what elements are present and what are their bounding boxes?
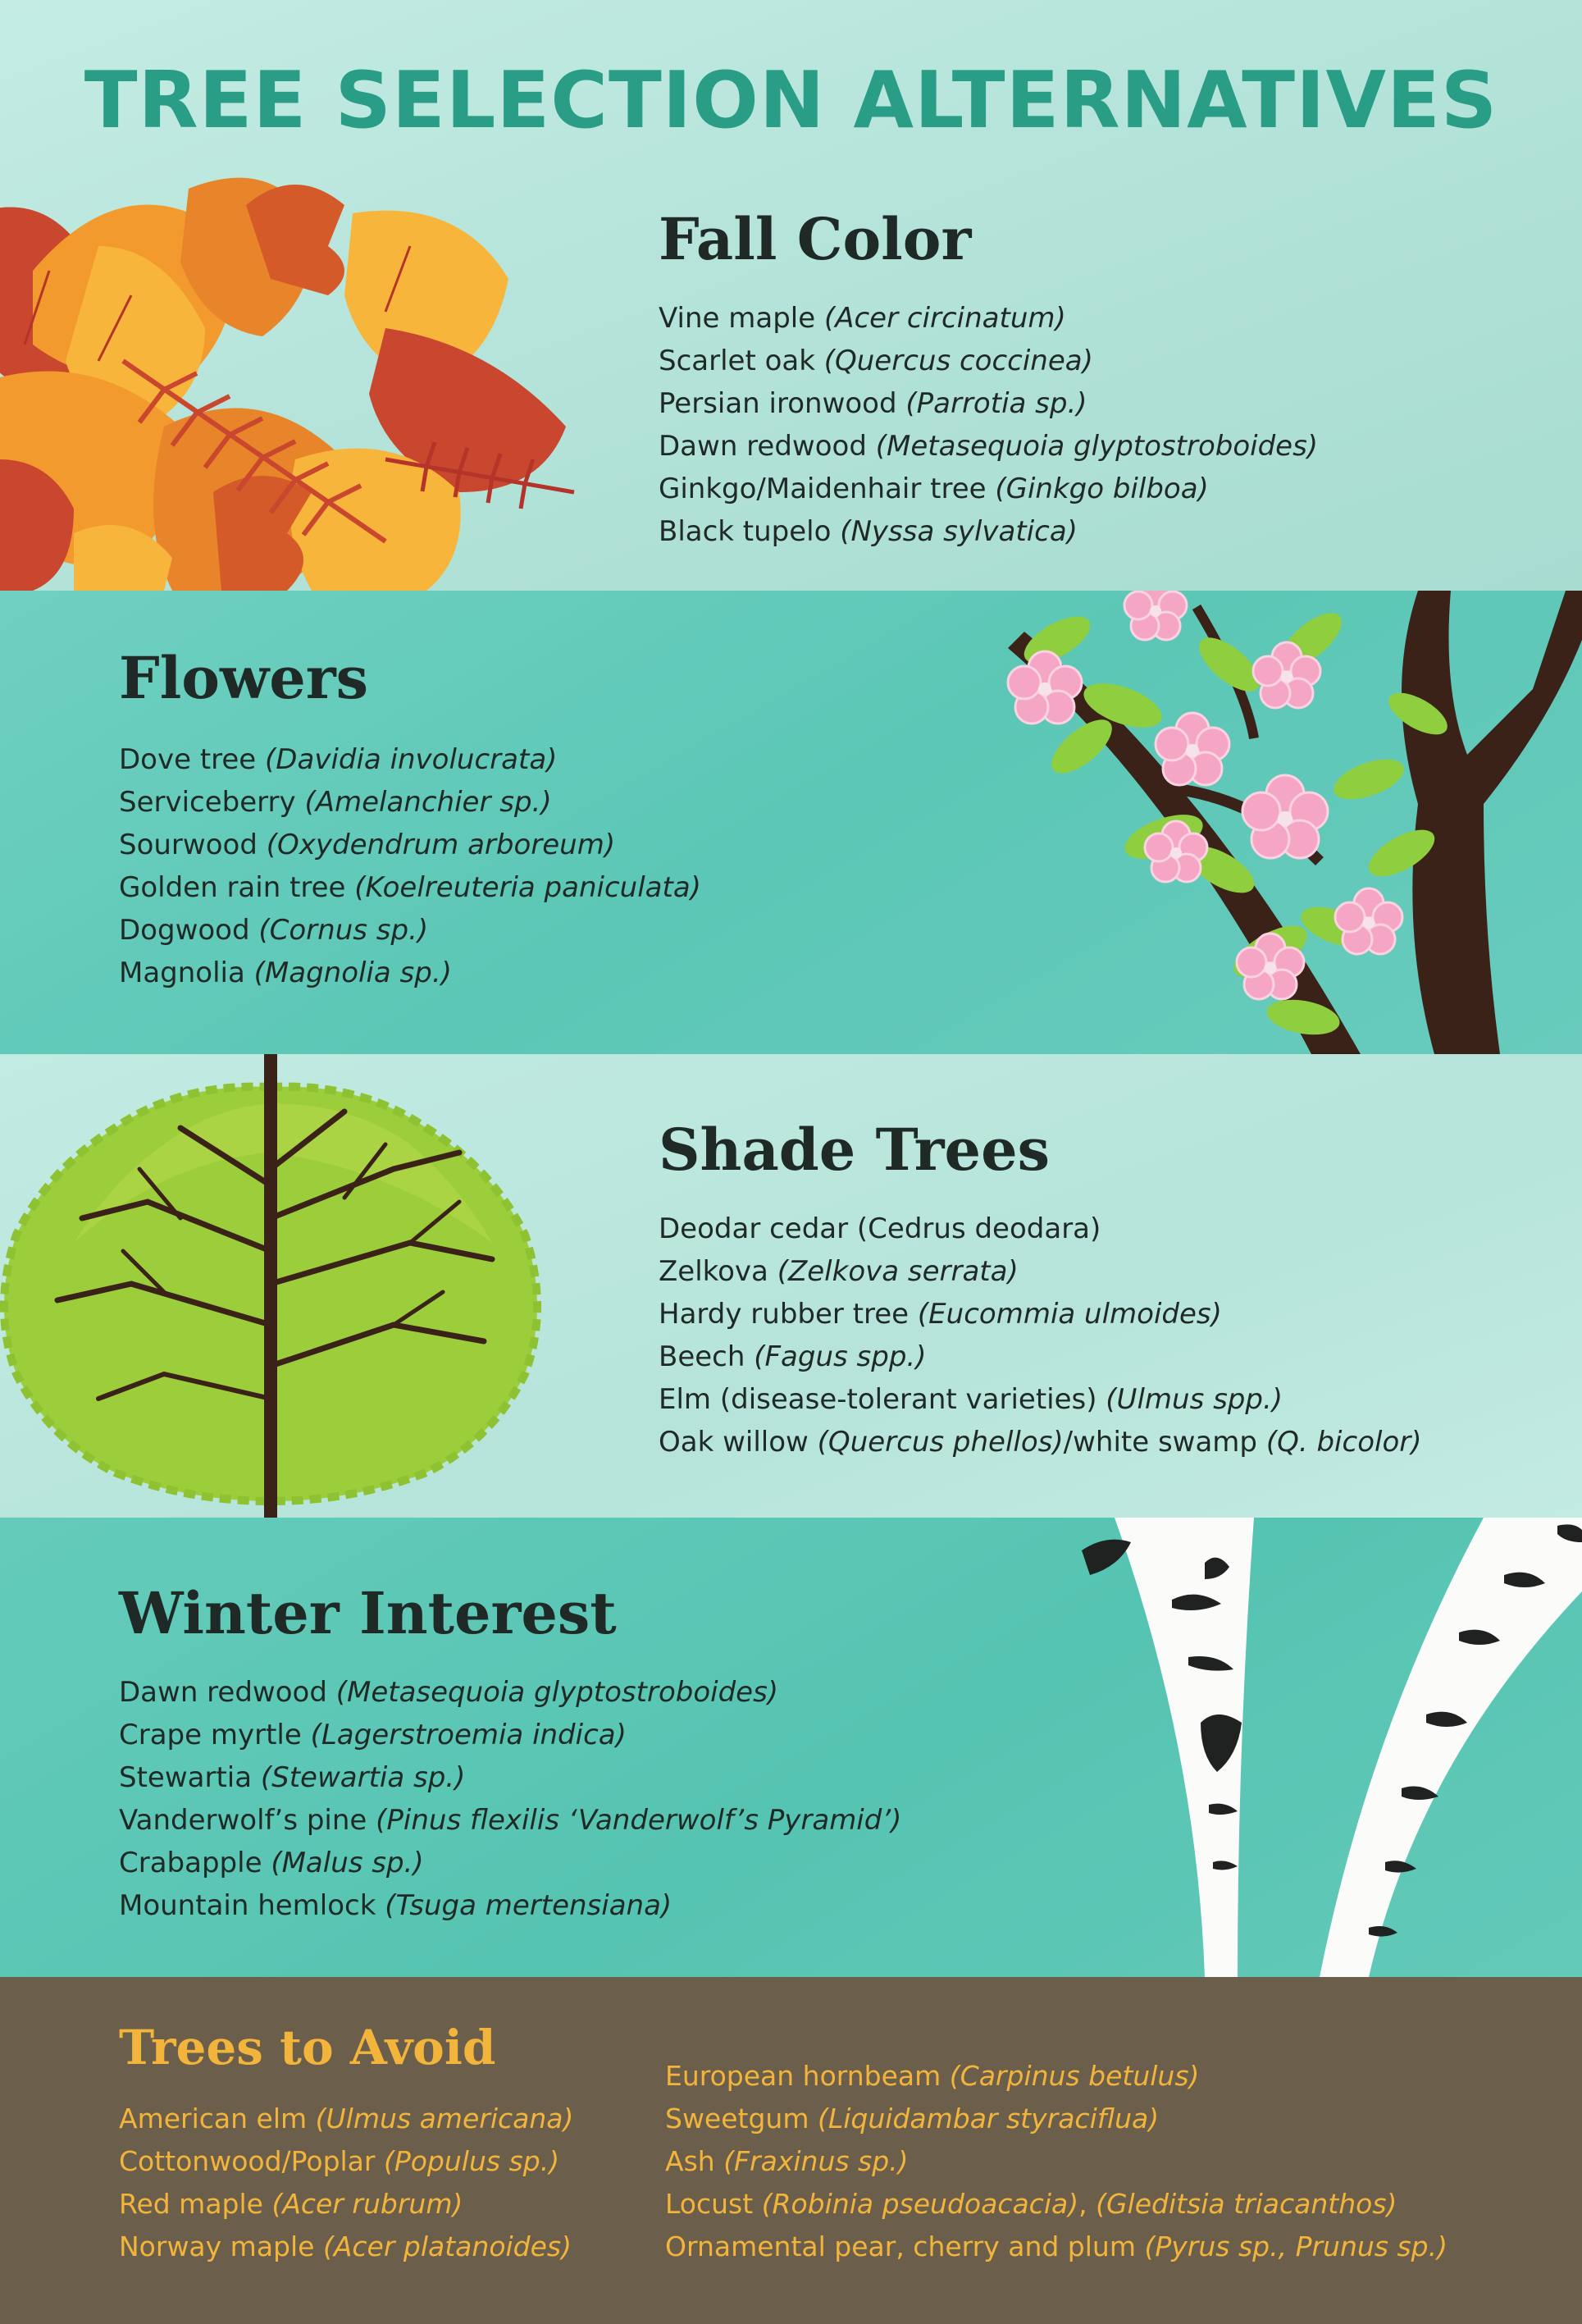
list-item: Vine maple (Acer circinatum) (659, 302, 1066, 335)
list-item: Mountain hemlock (Tsuga mertensiana) (119, 1889, 672, 1922)
list-item: Zelkova (Zelkova serrata) (659, 1255, 1019, 1288)
list-item: Sourwood (Oxydendrum arboreum) (119, 829, 616, 861)
shade-trees-band (0, 1054, 1582, 1518)
shade-trees-list (659, 1208, 1421, 1463)
list-item: Ornamental pear, cherry and plum (Pyrus sp., Prunus sp.) (665, 2230, 1448, 2262)
list-item: Scarlet oak (Quercus coccinea) (659, 345, 1093, 377)
list-item: Beech (Fagus spp.) (659, 1340, 927, 1373)
list-item: Persian ironwood (Parrotia sp.) (659, 387, 1087, 420)
fall-color-list (659, 297, 1318, 553)
flowers-list (119, 738, 701, 994)
list-item: Black tupelo (Nyssa sylvatica) (659, 515, 1078, 548)
list-item: European hornbeam (Carpinus betulus) (665, 2060, 1200, 2092)
list-item: Locust (Robinia pseudoacacia), (Gleditsia triacanthos) (665, 2188, 1397, 2220)
section-title-fall-color: Fall Color (659, 205, 972, 273)
section-title-winter-interest: Winter Interest (119, 1579, 617, 1647)
winter-interest-band (0, 1518, 1582, 1977)
flowers-band (0, 591, 1582, 1054)
avoid-list-left (119, 2098, 573, 2268)
fall-color-band (0, 0, 1582, 591)
section-title-shade-trees: Shade Trees (659, 1116, 1051, 1184)
list-item: Ginkgo/Maidenhair tree (Ginkgo bilboa) (659, 473, 1209, 505)
list-item: Elm (disease-tolerant varieties) (Ulmus spp.) (659, 1383, 1283, 1416)
list-item: American elm (Ulmus americana) (119, 2103, 574, 2135)
blossom-branch-illustration (959, 591, 1582, 1054)
list-item: Crabapple (Malus sp.) (119, 1847, 424, 1879)
list-item: Ash (Fraxinus sp.) (665, 2145, 909, 2177)
list-item: Dawn redwood (Metasequoia glyptostroboides) (119, 1676, 779, 1709)
list-item: Norway maple (Acer platanoides) (119, 2230, 572, 2262)
list-item: Red maple (Acer rubrum) (119, 2188, 463, 2220)
list-item: Dogwood (Cornus sp.) (119, 914, 429, 947)
list-item: Deodar cedar (Cedrus deodara) (659, 1212, 1101, 1245)
list-item: Vanderwolf’s pine (Pinus flexilis ‘Vanderwolf’s Pyramid’) (119, 1804, 902, 1837)
winter-interest-list (119, 1671, 901, 1927)
list-item: Sweetgum (Liquidambar styraciflua) (665, 2103, 1160, 2135)
list-item: Cottonwood/Poplar (Populus sp.) (119, 2145, 560, 2177)
list-item: Magnolia (Magnolia sp.) (119, 957, 452, 989)
list-item: Dawn redwood (Metasequoia glyptostroboides) (659, 430, 1319, 463)
page-title: TREE SELECTION ALTERNATIVES (84, 56, 1498, 146)
shade-tree-illustration (0, 1054, 574, 1518)
avoid-list-right (665, 2055, 1448, 2268)
list-item: Oak willow (Quercus phellos)/white swamp (Q. bicolor) (659, 1426, 1422, 1459)
list-item: Stewartia (Stewartia sp.) (119, 1761, 466, 1794)
list-item: Serviceberry (Amelanchier sp.) (119, 786, 552, 819)
birch-trunks-illustration (1074, 1518, 1582, 1977)
section-title-trees-to-avoid: Trees to Avoid (119, 2020, 496, 2075)
list-item: Dove tree (Davidia involucrata) (119, 743, 558, 776)
list-item: Hardy rubber tree (Eucommia ulmoides) (659, 1298, 1222, 1331)
list-item: Crape myrtle (Lagerstroemia indica) (119, 1719, 627, 1751)
list-item: Golden rain tree (Koelreuteria paniculata) (119, 871, 701, 904)
section-title-flowers: Flowers (119, 644, 369, 712)
